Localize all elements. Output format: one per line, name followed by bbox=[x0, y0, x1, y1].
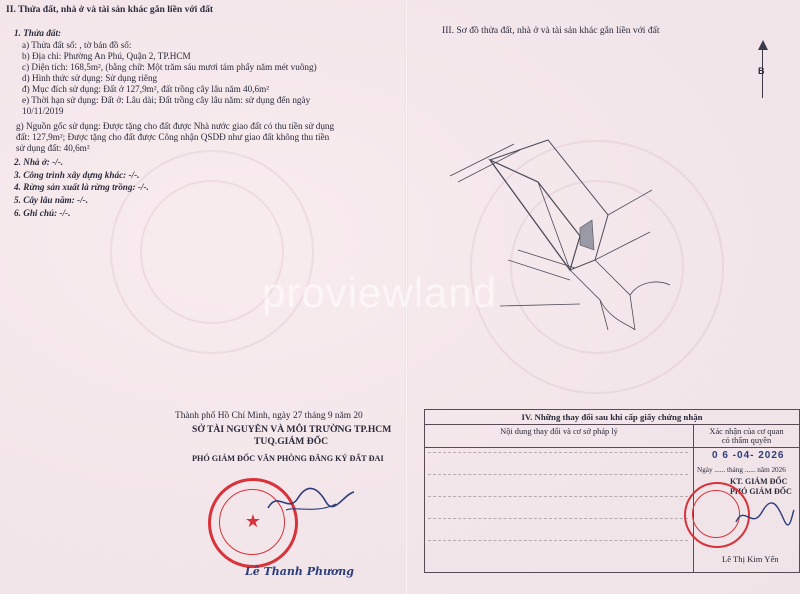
land-line: đất: 127,9m²; Được tặng cho đất được Công nhận QSDĐ như giao đất không thu tiền bbox=[16, 132, 330, 142]
approver-sub-role: PHÓ GIÁM ĐỐC bbox=[730, 487, 792, 496]
section-3-title: III. Sơ đồ thửa đất, nhà ở và tài sản khác gắn liền với đất bbox=[442, 25, 660, 36]
land-line: a) Thửa đất số: , tờ bản đồ số: bbox=[22, 40, 132, 50]
col2-line: có thẩm quyền bbox=[721, 436, 772, 445]
section-2-title: II. Thửa đất, nhà ở và tài sản khác gắn liền với đất bbox=[6, 4, 214, 15]
date-line: Ngày ...... tháng ...... năm 2026 bbox=[697, 466, 786, 474]
sign-date: Thành phố Hồ Chí Minh, ngày 27 tháng 9 năm 20 bbox=[175, 411, 363, 421]
signatory-name-left: Lê Thanh Phương bbox=[245, 565, 354, 578]
land-line: d) Hình thức sử dụng: Sử dụng riêng bbox=[22, 73, 158, 83]
approver-name: Lê Thị Kim Yến bbox=[722, 554, 779, 564]
land-heading: 1. Thửa đất: bbox=[14, 28, 62, 38]
changes-content-cell bbox=[425, 448, 694, 573]
approver-role: KT. GIÁM ĐỐC bbox=[730, 477, 788, 486]
signature-stroke-left bbox=[266, 484, 356, 520]
photo-watermark: proviewland bbox=[262, 269, 498, 316]
land-line: sử dụng đất: 40,6m² bbox=[16, 143, 90, 153]
land-line: 10/11/2019 bbox=[22, 106, 64, 116]
changes-title: IV. Những thay đổi sau khi cấp giấy chứng nhận bbox=[425, 410, 800, 425]
signature-stroke-right bbox=[734, 500, 796, 534]
column-header-confirmation bbox=[694, 425, 800, 448]
item-construction: 3. Công trình xây dựng khác: -/-. bbox=[14, 170, 140, 180]
confirmation-cell bbox=[694, 448, 800, 573]
col2-line: Xác nhận của cơ quan bbox=[709, 427, 784, 436]
land-line: c) Diện tích: 168,5m², (bằng chữ: Một trăm sáu mươi tám phẩy năm mét vuông) bbox=[22, 62, 317, 72]
land-line: e) Thời hạn sử dụng: Đất ở: Lâu dài; Đất trồng cây lâu năm: sử dụng đến ngày bbox=[22, 95, 311, 105]
red-seal-left: ★ bbox=[208, 478, 298, 568]
column-header-content: Nội dung thay đổi và cơ sở pháp lý bbox=[425, 425, 694, 448]
item-house: 2. Nhà ở: -/-. bbox=[14, 157, 64, 167]
land-line: b) Địa chỉ: Phường An Phú, Quận 2, TP.HCM bbox=[22, 51, 191, 61]
changes-table bbox=[424, 409, 800, 573]
north-label: B bbox=[758, 66, 765, 76]
sign-organization: SỞ TÀI NGUYÊN VÀ MÔI TRƯỜNG TP.HCM bbox=[192, 424, 392, 435]
north-arrow bbox=[756, 40, 770, 100]
sign-role: TUQ.GIÁM ĐỐC bbox=[254, 436, 329, 447]
item-notes: 6. Ghi chú: -/-. bbox=[14, 208, 71, 218]
item-perennial: 5. Cây lâu năm: -/-. bbox=[14, 195, 89, 205]
land-line: đ) Mục đích sử dụng: Đất ở 127,9m², đất trồng cây lâu năm 40,6m² bbox=[22, 84, 270, 94]
stamp-date: 0 6 -04- 2026 bbox=[712, 450, 785, 461]
item-forest: 4. Rừng sản xuất là rừng trồng: -/-. bbox=[14, 182, 149, 192]
land-line: g) Nguồn gốc sử dụng: Được tặng cho đất được Nhà nước giao đất có thu tiền sử dụng bbox=[16, 121, 335, 131]
sign-sub-role: PHÓ GIÁM ĐỐC VĂN PHÒNG ĐĂNG KÝ ĐẤT ĐAI bbox=[192, 454, 384, 463]
